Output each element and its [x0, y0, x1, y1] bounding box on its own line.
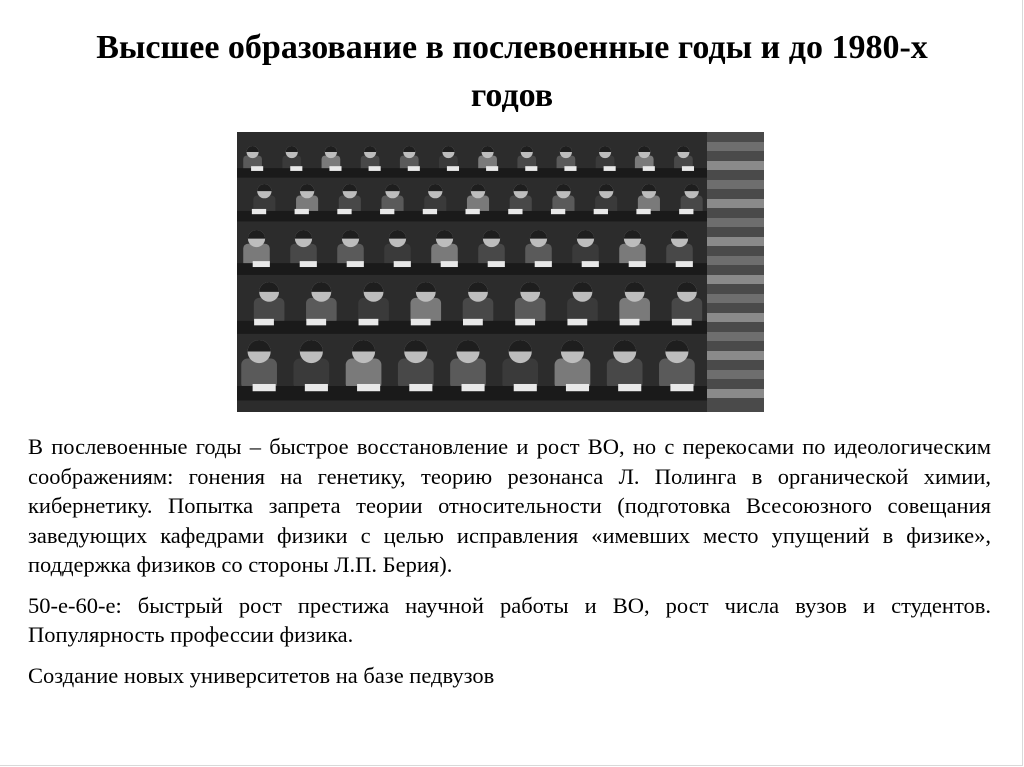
paragraph-new-universities: Создание новых университетов на базе педвузов	[28, 662, 495, 688]
lecture-hall-photo	[237, 132, 764, 412]
slide-body	[28, 432, 991, 701]
paragraph-50s-60s: 50-е-60-е: быстрый рост престижа научной работы и ВО, рост числа вузов и студентов. Популярность профессии физика.	[28, 592, 991, 647]
paragraph-postwar: В послевоенные годы – быстрое восстановление и рост ВО, но с перекосами по идеологическим соображениям: гонения на генетику, теорию резонанса Л. Полинга в органической химии, кибернетику. Попытка запрета теории относительности (подготовка Всесоюзного совещания заведующих кафедрами физики с целью исправления «имевших место упущений в физике», поддержка физиков со стороны Л.П. Берия).	[28, 434, 991, 577]
slide-title: Высшее образование в послевоенные годы и до 1980-х годов	[96, 29, 928, 114]
lecture-hall-illustration	[237, 132, 764, 412]
